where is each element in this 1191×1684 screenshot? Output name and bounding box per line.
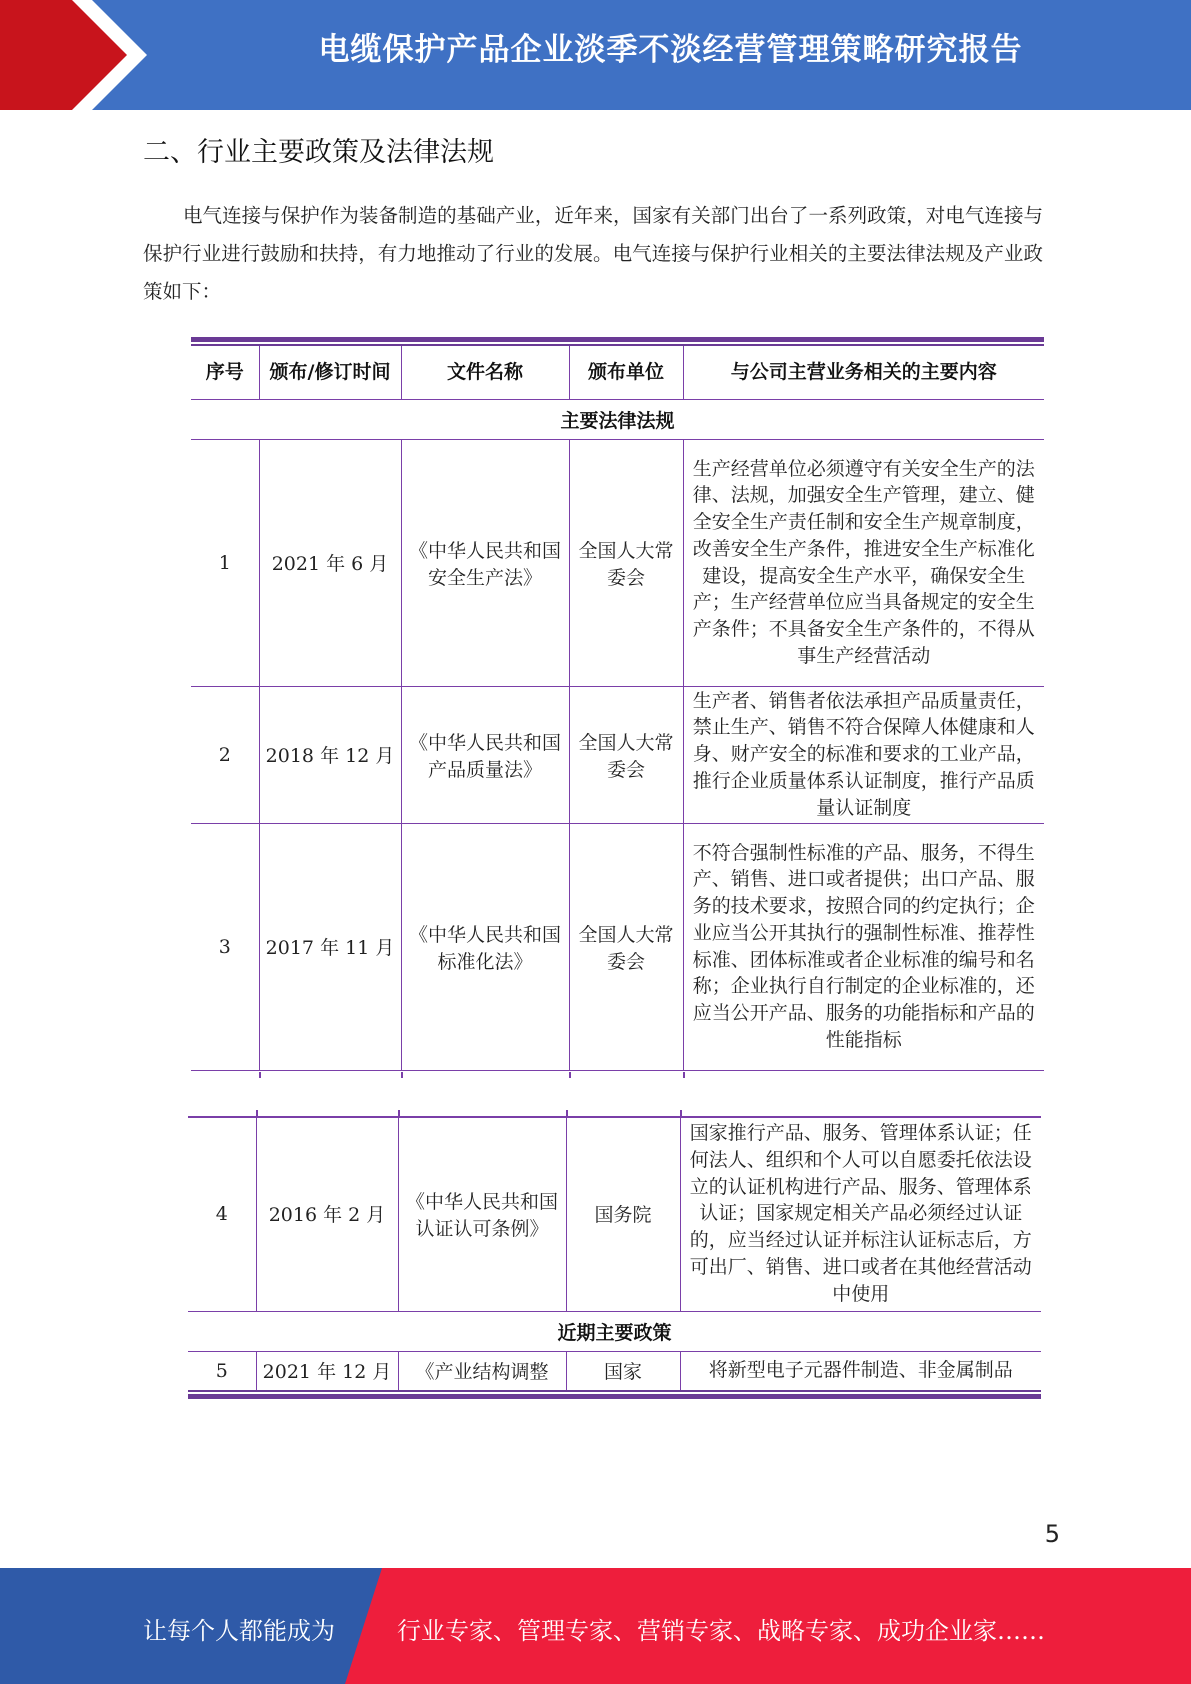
table-bottom-border-thin: [188, 1390, 1041, 1392]
row-name: 《中华人民共和国标准化法》: [401, 823, 569, 1070]
footer-banner: [0, 1568, 1191, 1684]
footer-slogan-left: 让每个人都能成为: [143, 1617, 335, 1645]
row-date: 2021 年 12 月: [256, 1351, 398, 1390]
group-row-policies: [188, 1311, 1041, 1351]
header-issuer: 颁布单位: [569, 346, 683, 399]
page-break-fragment: [683, 1072, 685, 1078]
row-seq: 1: [191, 439, 259, 686]
group-label-laws: 主要法律法规: [191, 399, 1044, 439]
row-seq: 3: [191, 823, 259, 1070]
table-header-row: [191, 346, 1044, 399]
table-row: [188, 1117, 1041, 1311]
row-issuer: 国家: [566, 1351, 680, 1390]
header-banner: [0, 0, 1191, 110]
table-row: [188, 1351, 1041, 1390]
row-content: 生产者、销售者依法承担产品质量责任，禁止生产、销售不符合保障人体健康和人身、财产安全的标准和要求的工业产品，推行企业质量体系认证制度，推行产品质量认证制度: [683, 686, 1044, 823]
page-break-fragment: [259, 1072, 261, 1078]
policy-table-part2: [188, 1117, 1041, 1391]
row-date: 2016 年 2 月: [256, 1117, 398, 1311]
page-break-fragment: [569, 1072, 571, 1078]
header-chevron-graphic: [0, 0, 160, 110]
table-top-border: [191, 337, 1044, 342]
table-bottom-border: [188, 1394, 1041, 1399]
page-break-fragment: [401, 1072, 403, 1078]
row-issuer: 全国人大常委会: [569, 823, 683, 1070]
header-date: 颁布/修订时间: [259, 346, 401, 399]
page-number: 5: [1044, 1520, 1060, 1548]
row-content: 不符合强制性标准的产品、服务，不得生产、销售、进口或者提供；出口产品、服务的技术要求，按照合同的约定执行；企业应当公开其执行的强制性标准、推荐性标准、团体标准或者企业标准的编号和名称；企业执行自行制定的企业标准的，还应当公开产品、服务的功能指标和产品的性能指标: [683, 823, 1044, 1070]
row-date: 2021 年 6 月: [259, 439, 401, 686]
row-seq: 4: [188, 1117, 256, 1311]
row-name: 《产业结构调整: [398, 1351, 566, 1390]
row-seq: 5: [188, 1351, 256, 1390]
intro-paragraph: 电气连接与保护作为装备制造的基础产业，近年来，国家有关部门出台了一系列政策，对电气连接与保护行业进行鼓励和扶持，有力地推动了行业的发展。电气连接与保护行业相关的主要法律法规及产业政策如下：: [143, 204, 1043, 303]
row-issuer: 国务院: [566, 1117, 680, 1311]
footer-slogan-right: 行业专家、管理专家、营销专家、战略专家、成功企业家……: [397, 1617, 1045, 1645]
section-heading: 二、行业主要政策及法律法规: [143, 137, 494, 168]
row-issuer: 全国人大常委会: [569, 439, 683, 686]
group-label-policies: 近期主要政策: [188, 1311, 1041, 1351]
row-date: 2017 年 11 月: [259, 823, 401, 1070]
row-seq: 2: [191, 686, 259, 823]
table-row: [191, 823, 1044, 1070]
report-title: 电缆保护产品企业淡季不淡经营管理策略研究报告: [318, 32, 1023, 68]
row-name: 《中华人民共和国认证认可条例》: [398, 1117, 566, 1311]
table-row: [191, 686, 1044, 823]
group-row-laws: [191, 399, 1044, 439]
policy-table-part1: [191, 346, 1044, 1071]
row-content: 将新型电子元器件制造、非金属制品: [680, 1351, 1041, 1390]
table-row: [191, 439, 1044, 686]
row-content: 生产经营单位必须遵守有关安全生产的法律、法规，加强安全生产管理，建立、健全安全生产责任制和安全生产规章制度，改善安全生产条件，推进安全生产标准化建设，提高安全生产水平，确保安全生产；生产经营单位应当具备规定的安全生产条件；不具备安全生产条件的，不得从事生产经营活动: [683, 439, 1044, 686]
header-content: 与公司主营业务相关的主要内容: [683, 346, 1044, 399]
header-name: 文件名称: [401, 346, 569, 399]
row-name: 《中华人民共和国产品质量法》: [401, 686, 569, 823]
header-seq: 序号: [191, 346, 259, 399]
row-issuer: 全国人大常委会: [569, 686, 683, 823]
row-name: 《中华人民共和国安全生产法》: [401, 439, 569, 686]
row-content: 国家推行产品、服务、管理体系认证；任何法人、组织和个人可以自愿委托依法设立的认证机构进行产品、服务、管理体系认证；国家规定相关产品必须经过认证的，应当经过认证并标注认证标志后，方可出厂、销售、进口或者在其他经营活动中使用: [680, 1117, 1041, 1311]
row-date: 2018 年 12 月: [259, 686, 401, 823]
